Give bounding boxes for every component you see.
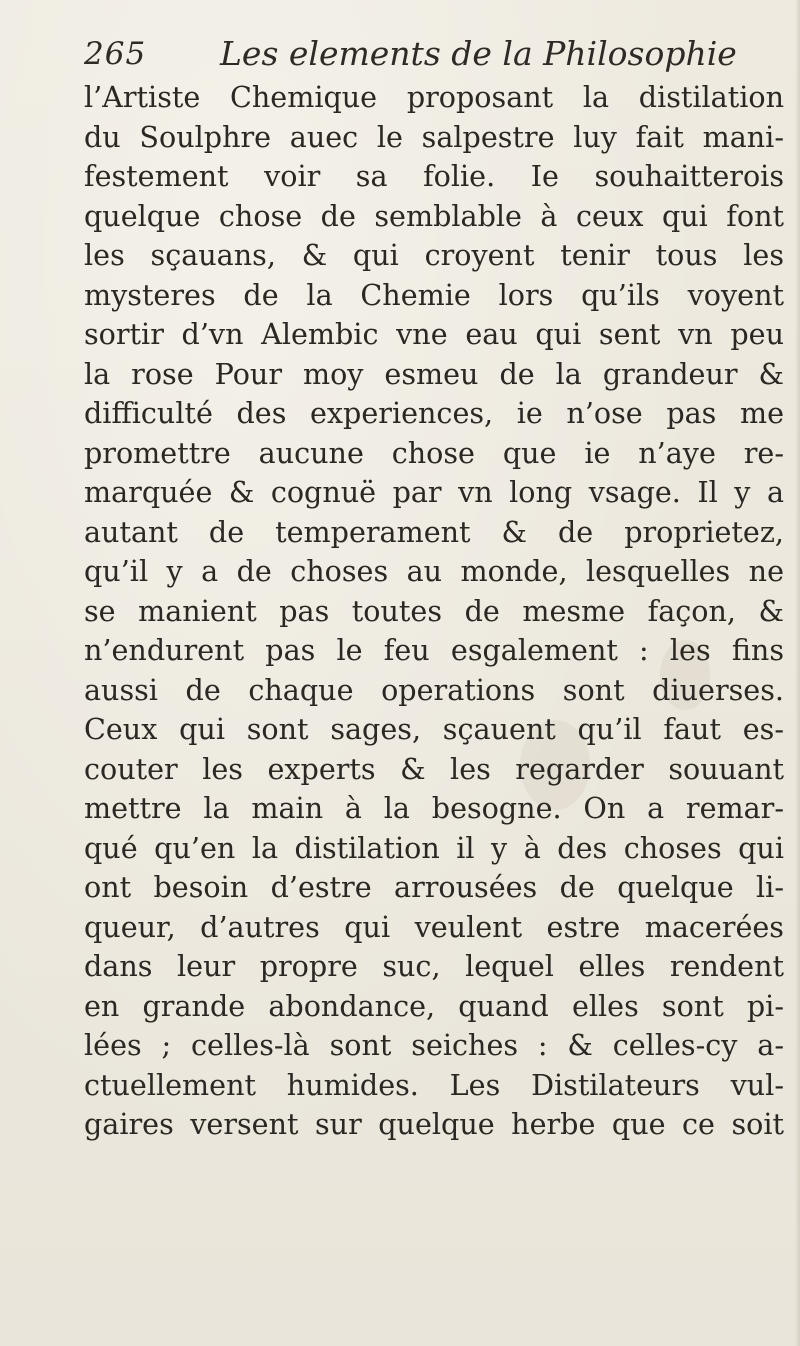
text-line: n’endurent pas le feu esgalement : les fins [84,633,784,667]
text-line: en grande abondance, quand elles sont pi- [84,988,784,1023]
text-line: gaires versent sur quelque herbe que ce soit [84,1107,784,1141]
text-line: mettre la main à la besogne. On a remar- [84,791,784,825]
text-line: sortir d’vn Alembic vne eau qui sent vn peu [84,317,784,351]
text-line: promettre aucune chose que ie n’aye re- [84,435,784,470]
text-line: qué qu’en la distilation il y à des choses qui [84,830,784,865]
text-line: festement voir sa folie. Ie souhaitterois [84,159,784,193]
text-line: les sçauans, & qui croyent tenir tous les [84,238,784,272]
page-number: 265 [84,36,147,72]
text-line: Ceux qui sont sages, sçauent qu’il faut es- [84,712,784,746]
text-line: marquée & cognuë par vn long vsage. Il y a [84,475,784,509]
text-line: couter les experts & les regarder souuant [84,751,784,786]
text-line: ont besoin d’estre arrousées de quelque li- [84,870,784,904]
text-line: se manient pas toutes de mesme façon, & [84,593,784,628]
text-line: quelque chose de semblable à ceux qui font [84,198,784,233]
text-line: ctuellement humides. Les Distilateurs vul- [84,1067,784,1102]
text-line: du Soulphre auec le salpestre luy fait mani- [84,119,784,154]
text-line: la rose Pour moy esmeu de la grandeur & [84,356,784,391]
text-line: lées ; celles-là sont seiches : & celles-cy a- [84,1028,784,1062]
text-line: l’Artiste Chemique proposant la distilation [84,80,784,114]
page-edge [795,0,800,1346]
running-title: Les elements de la Philosophie [220,34,737,73]
text-line: aussi de chaque operations sont diuerses. [84,672,784,707]
text-line: autant de temperament & de proprietez, [84,514,784,549]
body-text [84,78,784,1145]
text-line: queur, d’autres qui veulent estre macerées [84,909,784,944]
text-line: mysteres de la Chemie lors qu’ils voyent [84,277,784,312]
running-header [84,28,737,78]
text-line: qu’il y a de choses au monde, lesquelles ne [84,554,784,588]
text-line: difficulté des experiences, ie n’ose pas me [84,396,784,430]
text-line: dans leur propre suc, lequel elles rendent [84,949,784,983]
